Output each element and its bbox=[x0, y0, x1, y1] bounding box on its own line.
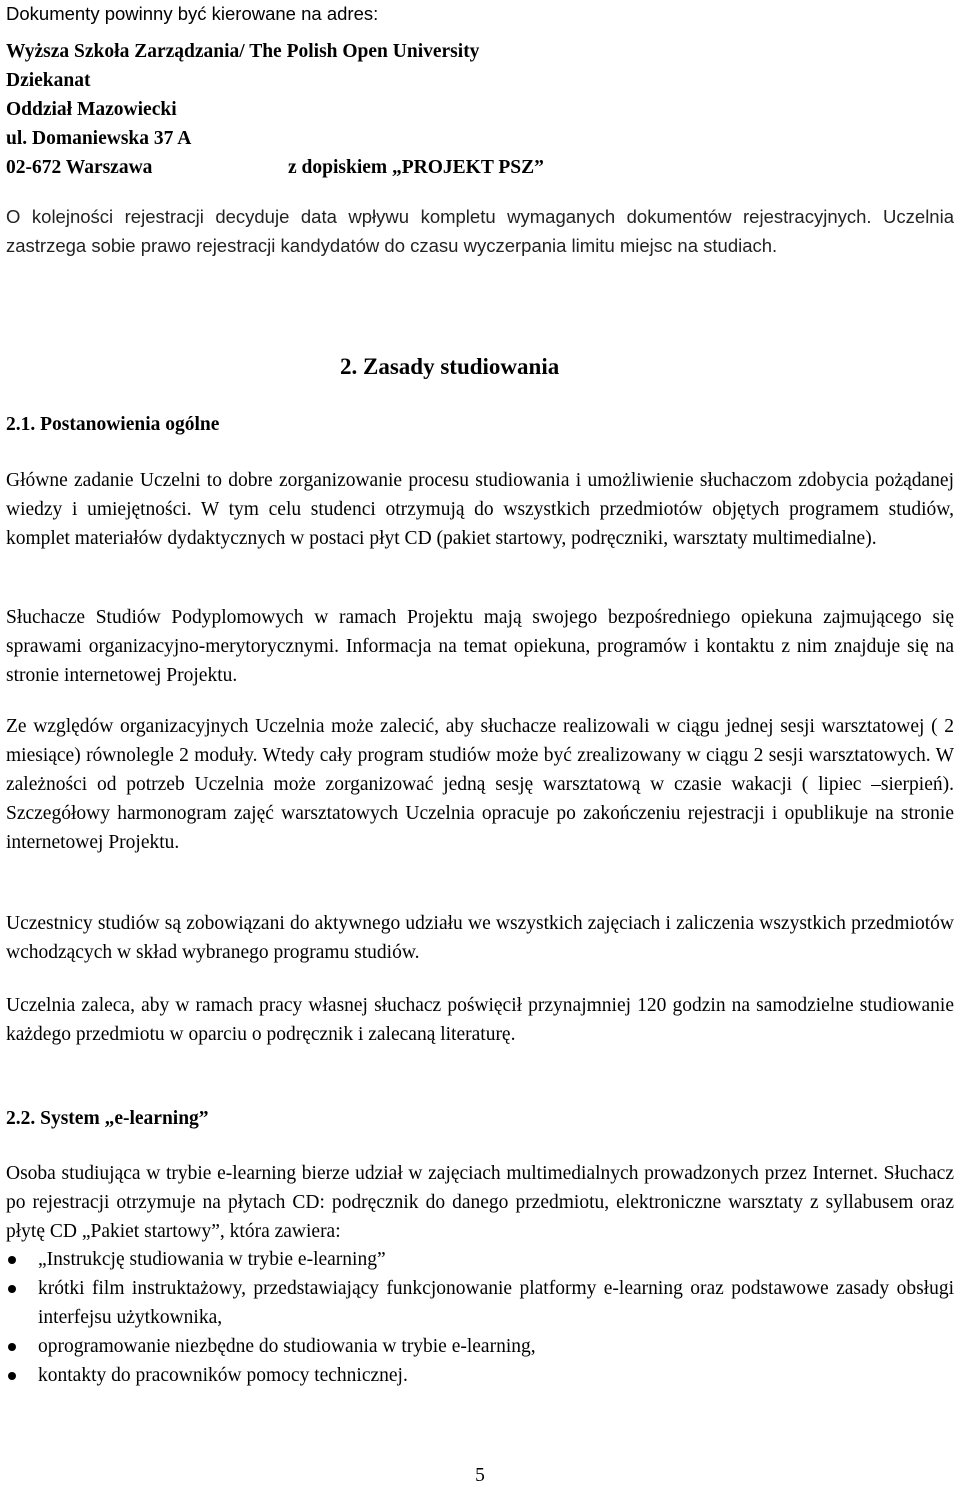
list-item: oprogramowanie niezbędne do studiowania w trybie e-learning, bbox=[6, 1332, 954, 1361]
bullet-icon bbox=[8, 1372, 16, 1380]
address-city: 02-672 Warszawa bbox=[6, 157, 153, 178]
subsection-title-2: 2.2. System „e-learning” bbox=[6, 1108, 209, 1129]
page-number: 5 bbox=[475, 1465, 485, 1486]
address-block bbox=[6, 37, 954, 182]
paragraph-2: Słuchacze Studiów Podyplomowych w ramach Projektu mają swojego bezpośredniego opiekuna zajmującego się sprawami organizacyjno-merytorycznymi. Informacja na temat opiekuna, programów i kontaktu z nim znajduje się na stronie internetowej Projektu. bbox=[6, 607, 954, 686]
paragraph-4: Uczestnicy studiów są zobowiązani do aktywnego udziału we wszystkich zajęciach i zaliczenia wszystkich przedmiotów wchodzących w skład wybranego programu studiów. bbox=[6, 913, 954, 963]
bullet-list-container bbox=[6, 1245, 954, 1390]
paragraph-3: Ze względów organizacyjnych Uczelnia może zalecić, aby słuchacze realizowali w ciągu jednej sesji warsztatowej ( 2 miesiące) równolegle 2 moduły. Wtedy cały program studiów może być zrealizowany w ciągu 2 sesji warsztatowych. W zależności od potrzeb Uczelnia może zorganizować jedną sesję warsztatową w czasie wakacji ( lipiec –sierpień). Szczegółowy harmonogram zajęć warsztatowych Uczelnia opracuje po zakończeniu rejestracji i opublikuje na stronie internetowej Projektu. bbox=[6, 716, 954, 853]
list-item: kontakty do pracowników pomocy technicznej. bbox=[6, 1361, 954, 1390]
paragraph-1: Główne zadanie Uczelni to dobre zorganizowanie procesu studiowania i umożliwienie słuchaczom zdobycia pożądanej wiedzy i umiejętności. W tym celu studenci otrzymują do wszystkich przedmiotów objętych programem studiów, komplet materiałów dydaktycznych w postaci płyt CD (pakiet startowy, podręczniki, warsztaty multimedialne). bbox=[6, 470, 954, 549]
paragraph-5: Uczelnia zaleca, aby w ramach pracy własnej słuchacz poświęcił przynajmniej 120 godzin na samodzielne studiowanie każdego przedmiotu w oparciu o podręcznik i zalecaną literaturę. bbox=[6, 995, 954, 1045]
address-dept: Dziekanat bbox=[6, 70, 91, 91]
bullet-list bbox=[6, 1245, 954, 1390]
address-branch: Oddział Mazowiecki bbox=[6, 99, 177, 120]
list-item: „Instrukcję studiowania w trybie e-learning” bbox=[6, 1245, 954, 1274]
address-street: ul. Domaniewska 37 A bbox=[6, 128, 192, 149]
registration-note: O kolejności rejestracji decyduje data wpływu kompletu wymaganych dokumentów rejestracyjnych. Uczelnia zastrzega sobie prawo rejestracji kandydatów do czasu wyczerpania limitu miejsc na studiach. bbox=[6, 206, 954, 256]
list-item: krótki film instruktażowy, przedstawiający funkcjonowanie platformy e-learning oraz podstawowe zasady obsługi interfejsu użytkownika, bbox=[6, 1274, 954, 1332]
bullet-icon bbox=[8, 1256, 16, 1264]
bullet-icon bbox=[8, 1343, 16, 1351]
address-org: Wyższa Szkoła Zarządzania/ The Polish Open University bbox=[6, 41, 480, 62]
address-suffix: z dopiskiem „PROJEKT PSZ” bbox=[288, 157, 544, 178]
section-title: 2. Zasady studiowania bbox=[340, 354, 560, 379]
address-city-line bbox=[6, 153, 954, 182]
bullet-icon bbox=[8, 1285, 16, 1293]
elearning-paragraph: Osoba studiująca w trybie e-learning bierze udział w zajęciach multimedialnych prowadzonych przez Internet. Słuchacz po rejestracji otrzymuje na płytach CD: podręcznik do danego przedmiotu, elektroniczne warsztaty z syllabusem oraz płytę CD „Pakiet startowy”, która zawiera: bbox=[6, 1163, 954, 1242]
address-intro: Dokumenty powinny być kierowane na adres: bbox=[6, 3, 379, 24]
subsection-title-1: 2.1. Postanowienia ogólne bbox=[6, 414, 220, 435]
